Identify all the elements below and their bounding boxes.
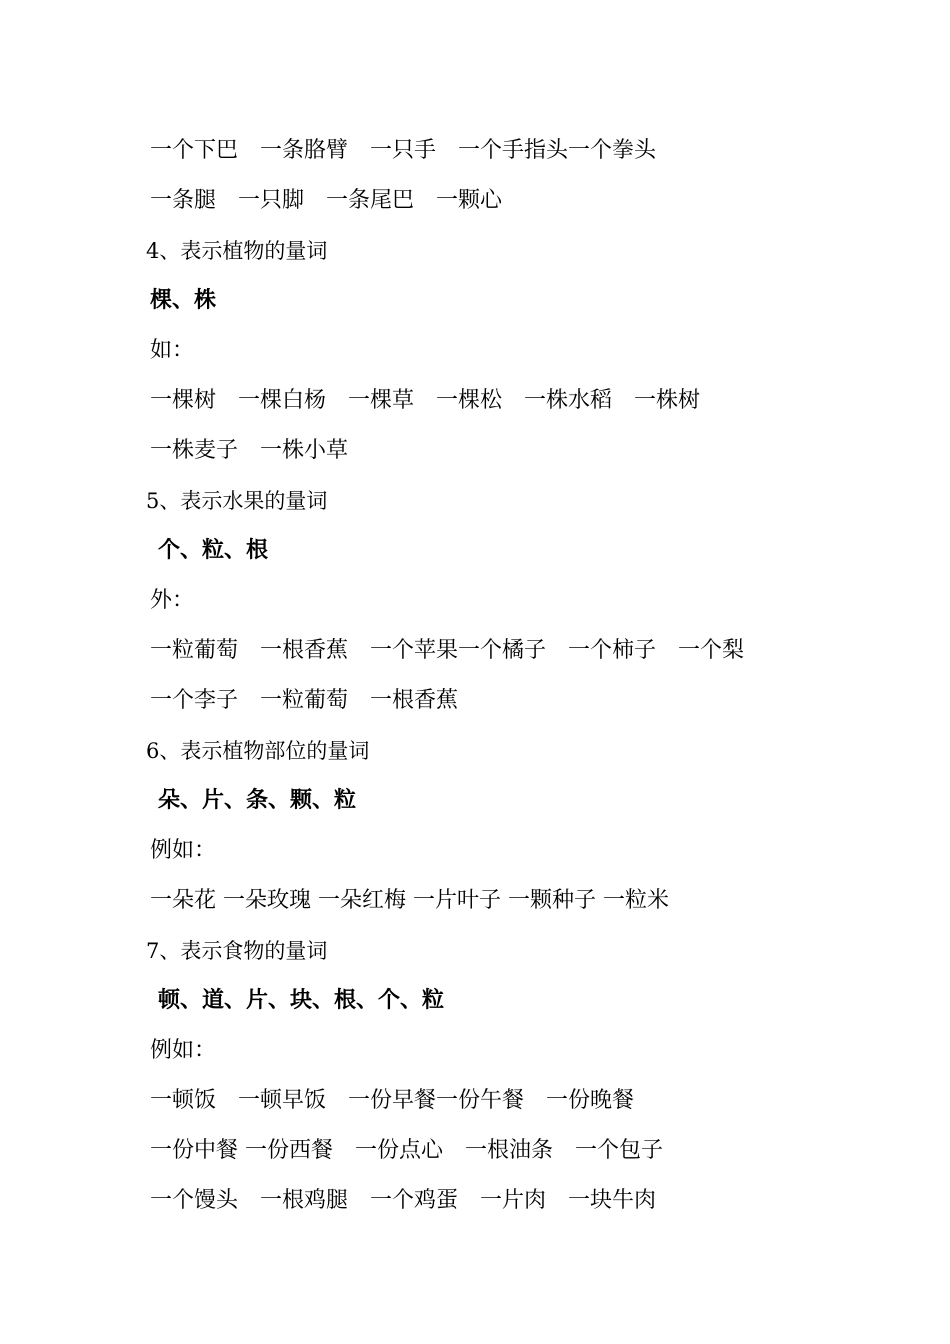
body-line: 一个馒头 一根鸡腿 一个鸡蛋 一片肉 一块牛肉 bbox=[150, 1188, 657, 1213]
measure-words-list: 朵、片、条、颗、粒 bbox=[158, 788, 357, 813]
body-line: 一条腿 一只脚 一条尾巴 一颗心 bbox=[150, 188, 503, 213]
measure-words-list: 棵、株 bbox=[150, 288, 217, 313]
example-label: 外： bbox=[150, 588, 195, 613]
body-line: 一粒葡萄 一根香蕉 一个苹果一个橘子 一个柿子 一个梨 bbox=[150, 638, 745, 663]
section-heading: 4、表示植物的量词 bbox=[146, 239, 328, 263]
measure-words-list: 个、粒、根 bbox=[158, 538, 269, 563]
section-heading: 6、表示植物部位的量词 bbox=[146, 739, 370, 763]
body-line: 一棵树 一棵白杨 一棵草 一棵松 一株水稻 一株树 bbox=[150, 388, 701, 413]
body-line: 一顿饭 一顿早饭 一份早餐一份午餐 一份晚餐 bbox=[150, 1088, 635, 1113]
measure-words-list: 顿、道、片、块、根、个、粒 bbox=[158, 988, 445, 1013]
example-label: 例如： bbox=[150, 838, 217, 863]
body-line: 一株麦子 一株小草 bbox=[150, 438, 349, 463]
body-line: 一个李子 一粒葡萄 一根香蕉 bbox=[150, 688, 459, 713]
body-line: 一个下巴 一条胳臂 一只手 一个手指头一个拳头 bbox=[150, 138, 657, 163]
body-line: 一朵花 一朵玫瑰 一朵红梅 一片叶子 一颗种子 一粒米 bbox=[150, 888, 669, 913]
example-label: 如： bbox=[150, 338, 195, 363]
section-heading: 7、表示食物的量词 bbox=[146, 939, 328, 963]
section-heading: 5、表示水果的量词 bbox=[146, 489, 328, 513]
body-line: 一份中餐 一份西餐 一份点心 一根油条 一个包子 bbox=[150, 1138, 663, 1163]
example-label: 例如： bbox=[150, 1038, 217, 1063]
